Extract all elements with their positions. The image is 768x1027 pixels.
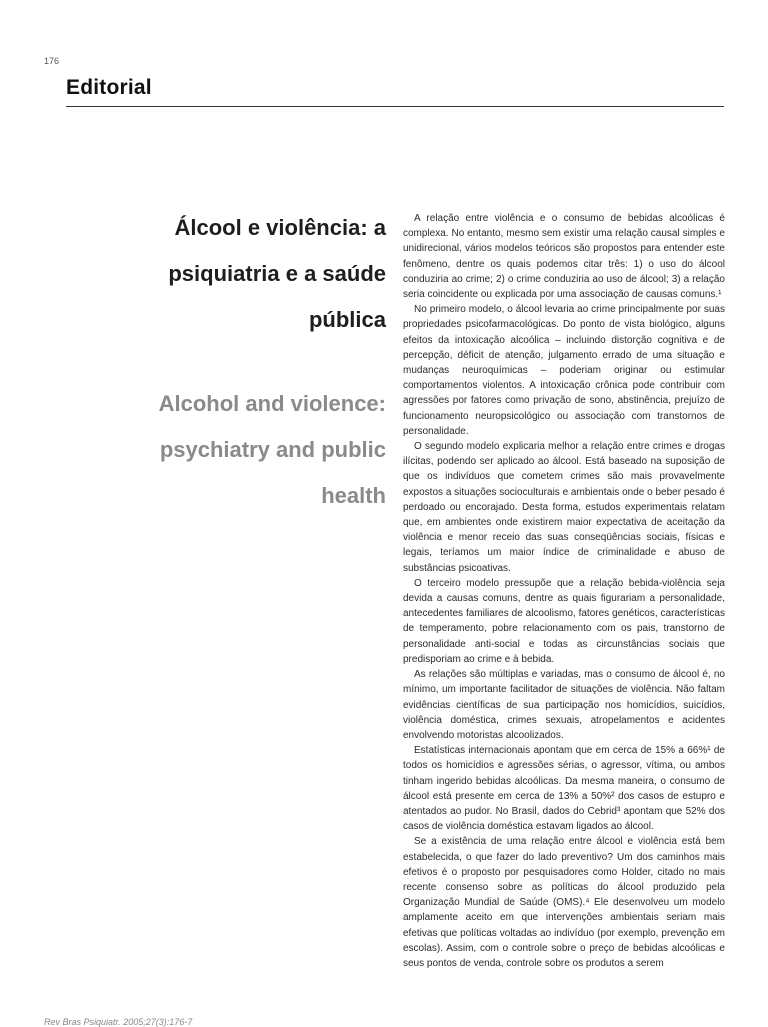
page-number: 176 [44, 56, 60, 66]
article-titles [100, 205, 386, 519]
journal-citation-footer: Rev Bras Psiquiatr. 2005;27(3):176-7 [44, 1017, 193, 1027]
paragraph-3: O segundo modelo explicaria melhor a relação entre crimes e drogas ilícitas, podendo ser aplicado ao álcool. Está baseado na suposição de que os indivíduos que cometem crimes são mais provavelmente expostos a situações socioculturais e ambientais onde o beber pesado é perdoado ou encorajado. Desta forma, estudos experimentais relatam que, em ambientes onde existirem maior expectativa de aceitação da violência e menor receio das suas conseqüências sociais, físicas e legais, teríamos um maior índice de criminalidade e abuso de substâncias psicoativas. [403, 441, 725, 574]
section-title: Editorial [66, 76, 152, 99]
header-rule [66, 106, 724, 107]
article-title-english: Alcohol and violence: psychiatry and public health [158, 391, 386, 508]
article-title-portuguese: Álcool e violência: a psiquiatria e a saúde pública [168, 215, 386, 332]
paragraph-6: Estatísticas internacionais apontam que em cerca de 15% a 66%¹ de todos os homicídios e agressões sérias, o agressor, vítima, ou ambos tinham ingerido bebidas alcoólicas. Da mesma maneira, o consumo de álcool está presente em cerca de 13% a 50%² dos casos de estupro e atentados ao pudor. No Brasil, dados do Cebrid³ apontam que 52% dos casos de violência doméstica estavam ligados ao álcool. [403, 745, 725, 833]
paragraph-5: As relações são múltiplas e variadas, mas o consumo de álcool é, no mínimo, um importante facilitador de situações de violência. Não faltam evidências científicas de sua participação nos homicídios, suicídios, violência doméstica, crimes sexuais, atropelamentos e acidentes envolvendo motoristas alcoolizados. [403, 669, 725, 741]
article-body [403, 211, 725, 1011]
paragraph-2: No primeiro modelo, o álcool levaria ao crime principalmente por suas propriedades psicofarmacológicas. Do ponto de vista biológico, alguns efeitos da intoxicação alcoólica – incluindo distorção cognitiva e de percepção, déficit de atenção, julgamento errado de uma situação e mudanças neuroquímicas – poderiam originar ou estimular comportamentos violentos. A intoxicação crônica pode contribuir com agressões por fatores como privação de sono, abstinência, prejuízo de funcionamento neuropsicológico ou associação com transtornos de personalidade. [403, 304, 725, 437]
paragraph-4: O terceiro modelo pressupõe que a relação bebida-violência seja devida a causas comuns, dentre as quais figurariam a personalidade, antecedentes familiares de alcoolismo, fatores genéticos, características de temperamento, pobre relacionamento com os pais, transtorno de personalidade anti-social e todas as circunstâncias sociais que predisporiam ao crime e à bebida. [403, 577, 725, 665]
paragraph-7: Se a existência de uma relação entre álcool e violência está bem estabelecida, o que fazer do lado preventivo? Um dos caminhos mais efetivos é o proposto por pesquisadores como Holder, citado no mais recente consenso sobre as políticas do álcool produzido pela Organização Mundial de Saúde (OMS).⁴ Ele desenvolveu um modelo amplamente aceito em que intervenções ambientais seriam mais efetivas que políticas voltadas ao indivíduo (por exemplo, prevenção em escolas). Assim, com o controle sobre o preço de bebidas alcoólicas e seus pontos de venda, controle sobre os produtos a serem [403, 836, 725, 969]
paragraph-1: A relação entre violência e o consumo de bebidas alcoólicas é complexa. No entanto, mesmo sem existir uma relação causal simples e unidirecional, vários modelos teóricos são propostos para entender este fenômeno, dentre os quais podemos citar três: 1) o uso do álcool conduziria ao crime; 2) o crime conduziria ao uso de álcool; 3) a relação seria coincidente ou explicada por uma associação de causas comuns.¹ [403, 213, 725, 301]
